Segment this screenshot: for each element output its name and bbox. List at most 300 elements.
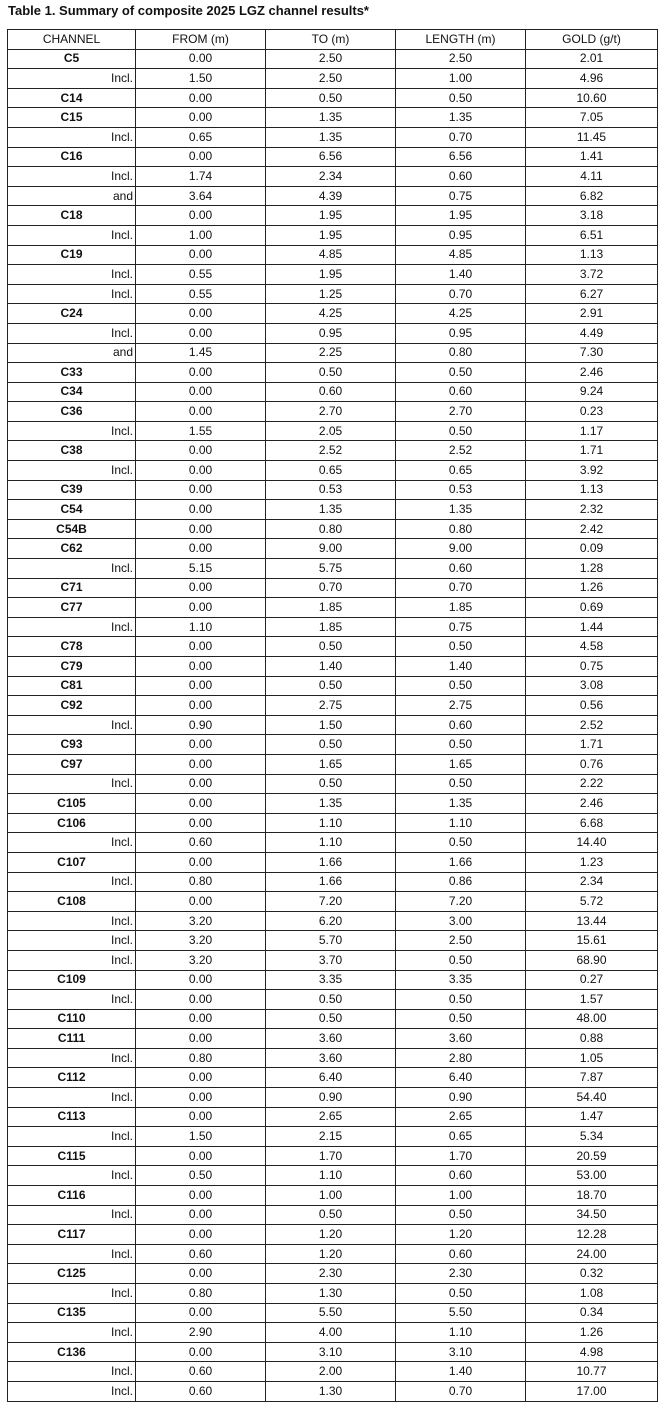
interval-qualifier: Incl. [110,423,133,438]
length-cell: 0.65 [396,1127,526,1147]
interval-qualifier: Incl. [110,1285,133,1300]
channel-cell [8,323,136,343]
gold-cell: 20.59 [526,1146,658,1166]
gold-cell: 10.60 [526,88,658,108]
length-cell: 1.10 [396,813,526,833]
gold-cell: 4.11 [526,167,658,187]
channel-cell [8,127,136,147]
channel-cell [8,990,136,1010]
gold-cell: 18.70 [526,1186,658,1206]
from-cell: 0.00 [136,1186,266,1206]
length-cell: 1.40 [396,265,526,285]
channel-cell [8,461,136,481]
table-row [8,950,658,970]
length-cell: 0.50 [396,363,526,383]
length-cell: 0.70 [396,127,526,147]
interval-qualifier: Incl. [110,952,133,967]
from-cell: 0.80 [136,1048,266,1068]
channel-cell [8,676,136,696]
channel-cell [8,343,136,363]
length-cell: 0.60 [396,559,526,579]
to-cell: 2.65 [266,1107,396,1127]
to-cell: 5.75 [266,559,396,579]
length-cell: 1.35 [396,794,526,814]
channel-cell [8,715,136,735]
channel-id: C117 [57,1227,86,1242]
table-row [8,1068,658,1088]
channel-id: C38 [60,443,83,458]
channel-cell [8,225,136,245]
from-cell: 3.20 [136,950,266,970]
channel-cell [8,833,136,853]
to-cell: 0.70 [266,578,396,598]
length-cell: 1.40 [396,1362,526,1382]
length-cell: 5.50 [396,1303,526,1323]
table-caption: Table 1. Summary of composite 2025 LGZ channel results* [8,3,369,18]
length-cell: 9.00 [396,539,526,559]
header-row [8,30,658,50]
interval-qualifier: Incl. [110,462,133,477]
from-cell: 0.00 [136,402,266,422]
from-cell: 0.60 [136,1244,266,1264]
channel-id: C125 [57,1266,86,1281]
channel-cell [8,950,136,970]
channel-cell [8,421,136,441]
interval-qualifier: Incl. [110,129,133,144]
to-cell: 5.50 [266,1303,396,1323]
table-row [8,1127,658,1147]
from-cell: 0.00 [136,88,266,108]
table-row [8,657,658,677]
to-cell: 3.70 [266,950,396,970]
column-header-channel: CHANNEL [8,30,136,50]
to-cell: 2.30 [266,1264,396,1284]
interval-qualifier: Incl. [110,1129,133,1144]
channel-cell [8,892,136,912]
gold-cell: 2.52 [526,715,658,735]
from-cell: 0.00 [136,1342,266,1362]
length-cell: 0.60 [396,1166,526,1186]
to-cell: 1.70 [266,1146,396,1166]
table-row [8,343,658,363]
from-cell: 0.00 [136,892,266,912]
table-row [8,127,658,147]
to-cell: 2.25 [266,343,396,363]
length-cell: 0.86 [396,872,526,892]
to-cell: 0.65 [266,461,396,481]
from-cell: 0.00 [136,49,266,69]
to-cell: 0.50 [266,363,396,383]
length-cell: 0.50 [396,88,526,108]
gold-cell: 6.82 [526,186,658,206]
length-cell: 1.00 [396,1186,526,1206]
from-cell: 0.00 [136,1225,266,1245]
table-row [8,245,658,265]
table-row [8,1146,658,1166]
interval-qualifier: Incl. [110,1168,133,1183]
channel-cell [8,1146,136,1166]
interval-qualifier: Incl. [110,1383,133,1398]
length-cell: 0.70 [396,578,526,598]
from-cell: 5.15 [136,559,266,579]
gold-cell: 0.34 [526,1303,658,1323]
to-cell: 0.53 [266,480,396,500]
length-cell: 2.30 [396,1264,526,1284]
from-cell: 3.20 [136,911,266,931]
length-cell: 0.50 [396,421,526,441]
from-cell: 3.64 [136,186,266,206]
channel-id: C39 [60,482,83,497]
channel-id: C54 [60,502,83,517]
to-cell: 3.10 [266,1342,396,1362]
channel-cell [8,69,136,89]
table-row [8,441,658,461]
interval-qualifier: Incl. [110,1364,133,1379]
channel-id: C54B [56,521,87,536]
to-cell: 1.35 [266,127,396,147]
to-cell: 0.50 [266,1009,396,1029]
gold-cell: 1.57 [526,990,658,1010]
from-cell: 0.00 [136,735,266,755]
channel-cell [8,147,136,167]
table-row [8,402,658,422]
to-cell: 0.50 [266,88,396,108]
gold-cell: 12.28 [526,1225,658,1245]
length-cell: 0.50 [396,1205,526,1225]
interval-qualifier: Incl. [110,325,133,340]
from-cell: 0.55 [136,265,266,285]
interval-qualifier: Incl. [110,776,133,791]
from-cell: 0.00 [136,1009,266,1029]
length-cell: 2.65 [396,1107,526,1127]
to-cell: 2.52 [266,441,396,461]
interval-qualifier: Incl. [110,1089,133,1104]
length-cell: 0.95 [396,225,526,245]
channel-cell [8,1205,136,1225]
table-row [8,1284,658,1304]
from-cell: 0.00 [136,304,266,324]
length-cell: 0.50 [396,833,526,853]
to-cell: 1.95 [266,265,396,285]
channel-cell [8,911,136,931]
table-row [8,892,658,912]
to-cell: 1.20 [266,1225,396,1245]
length-cell: 1.35 [396,108,526,128]
from-cell: 0.00 [136,108,266,128]
channel-cell [8,754,136,774]
table-row [8,88,658,108]
to-cell: 4.85 [266,245,396,265]
gold-cell: 0.75 [526,657,658,677]
column-header-to: TO (m) [266,30,396,50]
length-cell: 2.50 [396,931,526,951]
length-cell: 0.90 [396,1088,526,1108]
column-header-from: FROM (m) [136,30,266,50]
to-cell: 1.35 [266,794,396,814]
from-cell: 0.00 [136,1264,266,1284]
interval-qualifier: and [112,188,133,203]
channel-cell [8,1166,136,1186]
channel-cell [8,1186,136,1206]
gold-cell: 10.77 [526,1362,658,1382]
table-row [8,1244,658,1264]
column-header-gold: GOLD (g/t) [526,30,658,50]
channel-cell [8,774,136,794]
channel-id: C24 [60,306,83,321]
length-cell: 0.70 [396,1381,526,1401]
table-row [8,1088,658,1108]
length-cell: 3.00 [396,911,526,931]
to-cell: 6.56 [266,147,396,167]
from-cell: 0.00 [136,1146,266,1166]
from-cell: 0.00 [136,990,266,1010]
length-cell: 0.50 [396,1009,526,1029]
from-cell: 0.65 [136,127,266,147]
channel-cell [8,1225,136,1245]
channel-id: C16 [60,149,83,164]
length-cell: 0.65 [396,461,526,481]
to-cell: 3.35 [266,970,396,990]
to-cell: 0.60 [266,382,396,402]
to-cell: 1.85 [266,617,396,637]
length-cell: 1.10 [396,1323,526,1343]
to-cell: 4.25 [266,304,396,324]
gold-cell: 54.40 [526,1088,658,1108]
from-cell: 0.00 [136,598,266,618]
channel-cell [8,363,136,383]
table-row [8,970,658,990]
channel-cell [8,1342,136,1362]
table-row [8,794,658,814]
length-cell: 0.60 [396,715,526,735]
table-row [8,1048,658,1068]
channel-id: C15 [60,110,83,125]
table-body [8,49,658,1401]
to-cell: 0.50 [266,774,396,794]
length-cell: 2.50 [396,49,526,69]
gold-cell: 0.23 [526,402,658,422]
gold-cell: 6.27 [526,284,658,304]
length-cell: 1.85 [396,598,526,618]
channel-cell [8,441,136,461]
gold-cell: 2.22 [526,774,658,794]
from-cell: 0.00 [136,539,266,559]
from-cell: 0.80 [136,872,266,892]
table-row [8,774,658,794]
length-cell: 0.50 [396,637,526,657]
interval-qualifier: Incl. [110,168,133,183]
channel-cell [8,813,136,833]
gold-cell: 0.56 [526,696,658,716]
channel-cell [8,735,136,755]
length-cell: 0.95 [396,323,526,343]
to-cell: 1.25 [266,284,396,304]
length-cell: 4.85 [396,245,526,265]
channel-cell [8,1323,136,1343]
gold-cell: 0.32 [526,1264,658,1284]
length-cell: 0.50 [396,1284,526,1304]
channel-cell [8,1088,136,1108]
gold-cell: 1.41 [526,147,658,167]
to-cell: 0.50 [266,735,396,755]
channel-id: C111 [57,1031,86,1046]
channel-cell [8,657,136,677]
channel-cell [8,167,136,187]
table-row [8,206,658,226]
gold-cell: 24.00 [526,1244,658,1264]
from-cell: 0.00 [136,1088,266,1108]
table-row [8,852,658,872]
from-cell: 1.10 [136,617,266,637]
channel-cell [8,931,136,951]
channel-cell [8,500,136,520]
length-cell: 6.40 [396,1068,526,1088]
length-cell: 7.20 [396,892,526,912]
from-cell: 0.00 [136,754,266,774]
table-row [8,147,658,167]
to-cell: 4.00 [266,1323,396,1343]
length-cell: 2.52 [396,441,526,461]
gold-cell: 48.00 [526,1009,658,1029]
to-cell: 2.05 [266,421,396,441]
gold-cell: 17.00 [526,1381,658,1401]
column-header-length: LENGTH (m) [396,30,526,50]
interval-qualifier: Incl. [110,286,133,301]
from-cell: 0.00 [136,970,266,990]
gold-cell: 2.42 [526,519,658,539]
gold-cell: 6.68 [526,813,658,833]
to-cell: 2.70 [266,402,396,422]
from-cell: 0.00 [136,1029,266,1049]
to-cell: 3.60 [266,1048,396,1068]
length-cell: 1.65 [396,754,526,774]
results-table [7,29,658,1402]
channel-cell [8,108,136,128]
table-row [8,1205,658,1225]
channel-id: C136 [57,1344,86,1359]
gold-cell: 7.30 [526,343,658,363]
channel-id: C112 [57,1070,86,1085]
gold-cell: 1.26 [526,578,658,598]
interval-qualifier: Incl. [110,70,133,85]
table-row [8,167,658,187]
channel-cell [8,1244,136,1264]
to-cell: 2.15 [266,1127,396,1147]
from-cell: 0.60 [136,1362,266,1382]
gold-cell: 3.92 [526,461,658,481]
channel-cell [8,88,136,108]
channel-cell [8,304,136,324]
table-row [8,284,658,304]
table-row [8,1381,658,1401]
table-row [8,1186,658,1206]
length-cell: 1.70 [396,1146,526,1166]
channel-id: C92 [60,697,83,712]
channel-id: C107 [57,854,86,869]
from-cell: 0.00 [136,1205,266,1225]
to-cell: 0.50 [266,1205,396,1225]
length-cell: 0.50 [396,950,526,970]
to-cell: 2.00 [266,1362,396,1382]
channel-cell [8,1362,136,1382]
to-cell: 1.35 [266,500,396,520]
table-row [8,421,658,441]
length-cell: 0.60 [396,382,526,402]
channel-id: C71 [60,580,83,595]
table-row [8,1323,658,1343]
gold-cell: 0.27 [526,970,658,990]
from-cell: 0.80 [136,1284,266,1304]
table-row [8,1225,658,1245]
from-cell: 0.00 [136,657,266,677]
channel-cell [8,1264,136,1284]
channel-cell [8,284,136,304]
interval-qualifier: Incl. [110,1050,133,1065]
to-cell: 1.85 [266,598,396,618]
length-cell: 1.40 [396,657,526,677]
gold-cell: 3.72 [526,265,658,285]
length-cell: 2.80 [396,1048,526,1068]
gold-cell: 68.90 [526,950,658,970]
channel-id: C93 [60,737,83,752]
channel-cell [8,598,136,618]
table-row [8,559,658,579]
table-row [8,1362,658,1382]
length-cell: 2.75 [396,696,526,716]
channel-cell [8,186,136,206]
to-cell: 1.10 [266,813,396,833]
table-row [8,363,658,383]
channel-id: C79 [60,658,83,673]
channel-id: C105 [57,795,86,810]
channel-id: C36 [60,404,83,419]
gold-cell: 1.71 [526,735,658,755]
to-cell: 2.50 [266,49,396,69]
from-cell: 0.00 [136,813,266,833]
to-cell: 6.40 [266,1068,396,1088]
length-cell: 0.75 [396,617,526,637]
to-cell: 0.50 [266,676,396,696]
length-cell: 1.35 [396,500,526,520]
interval-qualifier: Incl. [110,560,133,575]
length-cell: 0.80 [396,519,526,539]
length-cell: 0.70 [396,284,526,304]
channel-cell [8,559,136,579]
gold-cell: 1.08 [526,1284,658,1304]
table-row [8,1342,658,1362]
to-cell: 1.40 [266,657,396,677]
gold-cell: 11.45 [526,127,658,147]
from-cell: 0.00 [136,774,266,794]
interval-qualifier: Incl. [110,874,133,889]
from-cell: 0.00 [136,147,266,167]
table-row [8,480,658,500]
gold-cell: 0.09 [526,539,658,559]
table-row [8,1166,658,1186]
gold-cell: 2.32 [526,500,658,520]
from-cell: 0.00 [136,480,266,500]
from-cell: 0.00 [136,461,266,481]
length-cell: 0.60 [396,167,526,187]
from-cell: 1.50 [136,1127,266,1147]
table-row [8,715,658,735]
channel-cell [8,872,136,892]
gold-cell: 2.34 [526,872,658,892]
to-cell: 3.60 [266,1029,396,1049]
gold-cell: 1.26 [526,1323,658,1343]
channel-cell [8,265,136,285]
to-cell: 9.00 [266,539,396,559]
